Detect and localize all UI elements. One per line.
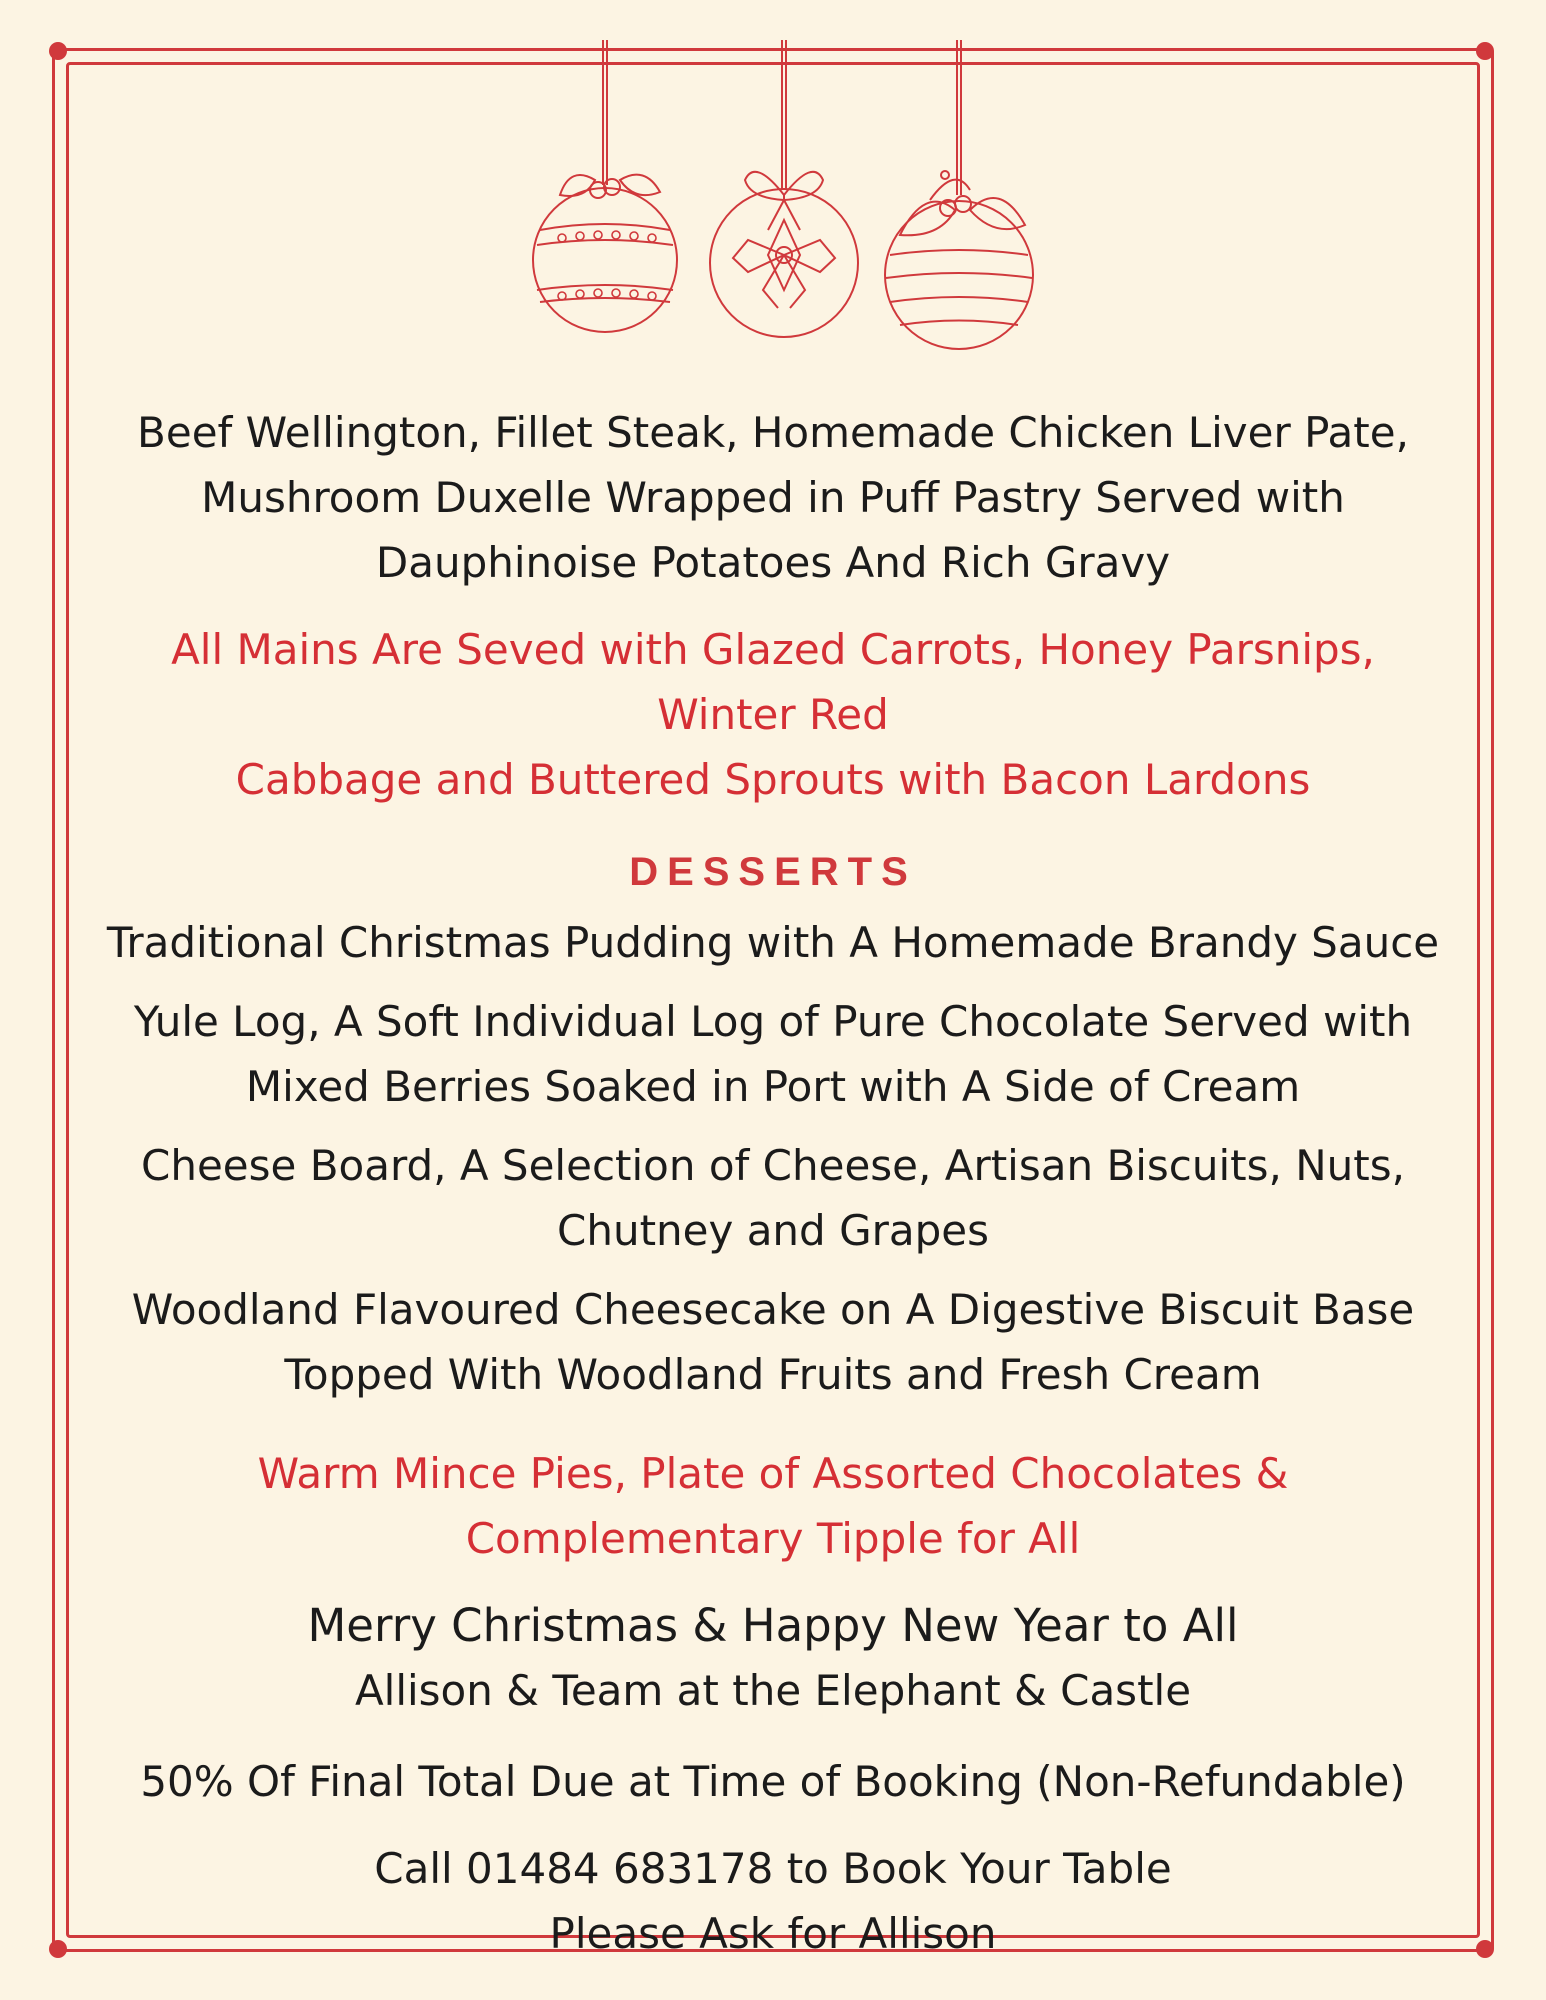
menu-line: All Mains Are Seved with Glazed Carrots, Honey Parsnips, Winter Red: [171, 625, 1375, 739]
menu-line: Dauphinoise Potatoes And Rich Gravy: [375, 538, 1171, 587]
dessert-item-yule-log: [100, 989, 1446, 1119]
bauble-poinsettia-icon: [710, 40, 858, 337]
extras-note: [100, 1441, 1446, 1571]
dessert-item-cheesecake: [100, 1277, 1446, 1407]
menu-line: Mixed Berries Soaked in Port with A Side of Cream: [245, 1062, 1301, 1111]
menu-line: Merry Christmas & Happy New Year to All: [307, 1599, 1239, 1652]
greeting: [100, 1593, 1446, 1723]
menu-line: Chutney and Grapes: [557, 1206, 989, 1255]
dessert-item-christmas-pudding: [100, 910, 1446, 975]
menu-line: Topped With Woodland Fruits and Fresh Cream: [284, 1350, 1262, 1399]
corner-dot-bottom-left: [49, 1940, 67, 1958]
menu-line: Please Ask for Allison: [549, 1909, 997, 1958]
menu-line: Allison & Team at the Elephant & Castle: [354, 1666, 1192, 1715]
menu-line: Complementary Tipple for All: [465, 1514, 1081, 1563]
bauble-holly-striped-icon: [885, 40, 1033, 349]
menu-line: Call 01484 683178 to Book Your Table: [374, 1844, 1172, 1893]
menu-line: Cabbage and Buttered Sprouts with Bacon Lardons: [235, 755, 1311, 804]
menu-line: Yule Log, A Soft Individual Log of Pure Chocolate Served with: [133, 997, 1413, 1046]
menu-line: Woodland Flavoured Cheesecake on A Digestive Biscuit Base: [131, 1285, 1415, 1334]
menu-line: Beef Wellington, Fillet Steak, Homemade Chicken Liver Pate,: [137, 408, 1409, 457]
christmas-ornaments: [500, 40, 1060, 350]
dessert-item-cheese-board: [100, 1133, 1446, 1263]
menu-line: Traditional Christmas Pudding with A Homemade Brandy Sauce: [106, 918, 1440, 967]
deposit-note: 50% Of Final Total Due at Time of Booking (Non-Refundable): [140, 1757, 1406, 1806]
menu-content: [100, 400, 1446, 1966]
menu-line: Warm Mince Pies, Plate of Assorted Chocolates &: [257, 1449, 1289, 1498]
corner-dot-top-left: [49, 42, 67, 60]
main-item-beef-wellington: [100, 400, 1446, 595]
menu-line: Mushroom Duxelle Wrapped in Puff Pastry Served with: [201, 473, 1345, 522]
mains-sides-note: [100, 617, 1446, 812]
bauble-holly-icon: [533, 40, 677, 332]
desserts-heading: DESSERTS: [629, 850, 917, 894]
corner-dot-top-right: [1476, 42, 1494, 60]
booking-info: [100, 1836, 1446, 1966]
corner-dot-bottom-right: [1476, 1940, 1494, 1958]
menu-line: Cheese Board, A Selection of Cheese, Artisan Biscuits, Nuts,: [141, 1141, 1405, 1190]
